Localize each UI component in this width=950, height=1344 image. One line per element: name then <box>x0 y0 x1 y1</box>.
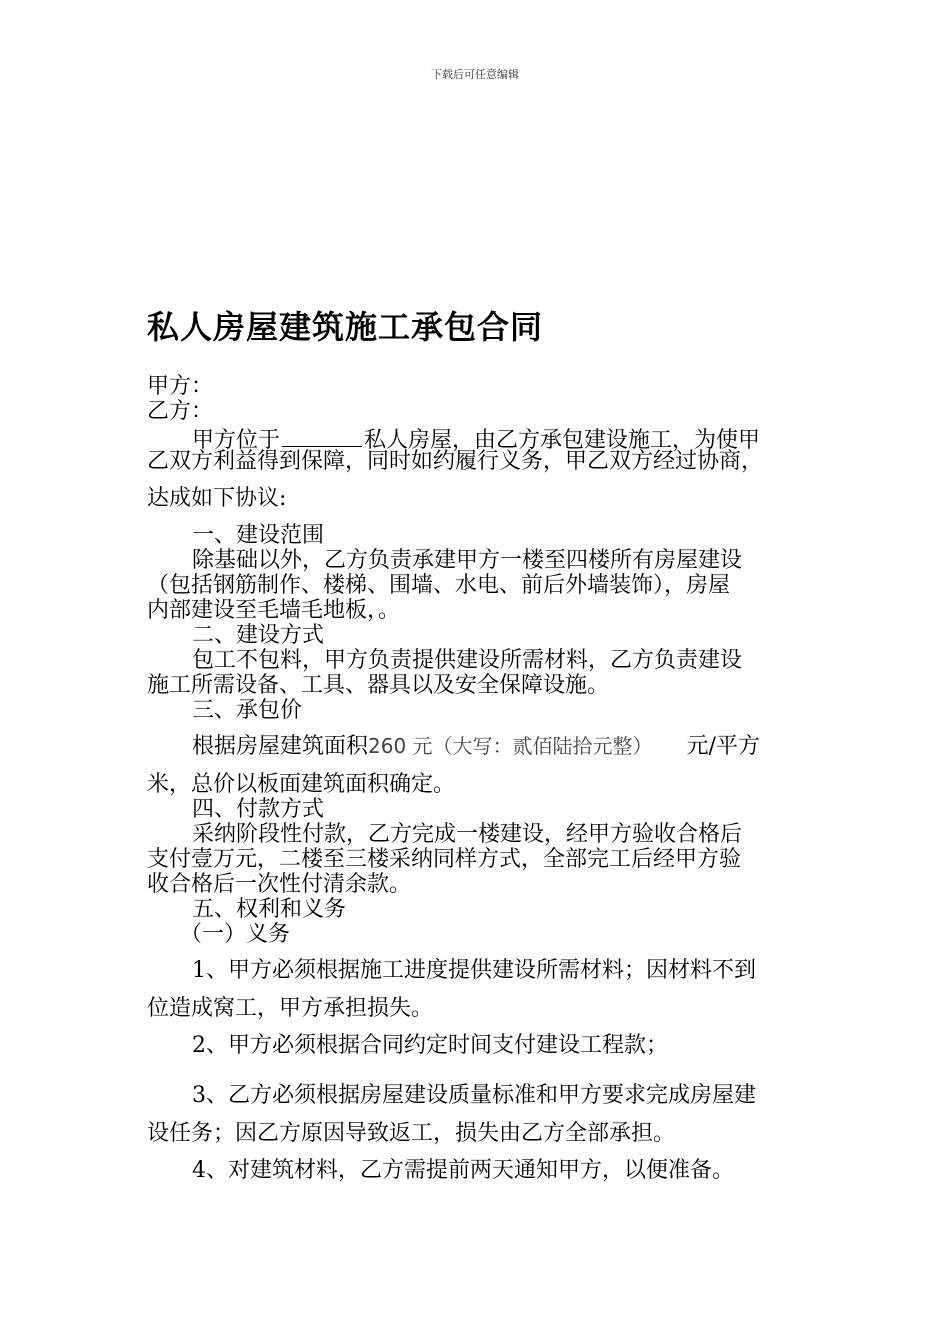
section-1-line-2: （包括钢筋制作、楼梯、围墙、水电、前后外墙装饰），房屋 <box>147 573 731 598</box>
intro-text-after-blank: 私人房屋，由乙方承包建设施工，为使甲 <box>364 428 761 453</box>
page-header: 下载后可任意编辑 <box>431 68 519 81</box>
price-value: 260 元（大写：贰佰陆拾元整） <box>368 734 653 758</box>
party-a-label: 甲方： <box>147 374 214 399</box>
section-5-heading: 五、权利和义务 <box>192 897 347 922</box>
section-2-heading: 二、建设方式 <box>192 623 325 648</box>
intro-text-before-blank: 甲方位于 <box>192 428 281 453</box>
item-3-line-1: 3、乙方必须根据房屋建设质量标准和甲方要求完成房屋建 <box>192 1083 756 1108</box>
location-blank <box>282 424 362 447</box>
section-5-subheading: （一）义务 <box>180 922 291 947</box>
section-1-heading: 一、建设范围 <box>192 523 325 548</box>
section-1-line-1: 除基础以外，乙方负责承建甲方一楼至四楼所有房屋建设 <box>192 548 743 573</box>
price-unit: 元/平方 <box>686 734 760 759</box>
section-3-line-1 <box>192 734 760 759</box>
section-1-line-3: 内部建设至毛墙毛地板，。 <box>147 598 401 623</box>
item-4: 4、对建筑材料，乙方需提前两天通知甲方，以便准备。 <box>192 1158 734 1183</box>
section-4-line-2: 支付壹万元，二楼至三楼采纳同样方式，全部完工后经甲方验 <box>147 847 742 872</box>
intro-line-3: 达成如下协议: <box>147 486 287 511</box>
section-3-heading: 三、承包价 <box>192 698 303 723</box>
party-b-label: 乙方： <box>147 399 214 424</box>
document-title: 私人房屋建筑施工承包合同 <box>147 308 544 346</box>
intro-line-2: 乙双方利益得到保障，同时如约履行义务，甲乙双方经过协商， <box>147 449 764 474</box>
section-4-heading: 四、付款方式 <box>192 797 325 822</box>
item-2: 2、甲方必须根据合同约定时间支付建设工程款； <box>192 1033 668 1058</box>
item-3-line-2: 设任务；因乙方原因导致返工，损失由乙方全部承担。 <box>147 1121 676 1146</box>
item-1-line-1: 1、甲方必须根据施工进度提供建设所需材料；因材料不到 <box>192 958 756 983</box>
section-3-line-2: 米，总价以板面建筑面积确定。 <box>147 772 456 797</box>
item-1-line-2: 位造成窝工，甲方承担损失。 <box>147 996 434 1021</box>
price-text-before: 根据房屋建筑面积 <box>192 734 369 759</box>
section-4-line-1: 采纳阶段性付款，乙方完成一楼建设，经甲方验收合格后 <box>192 822 743 847</box>
section-2-line-1: 包工不包料，甲方负责提供建设所需材料，乙方负责建设 <box>192 648 743 673</box>
section-4-line-3: 收合格后一次性付清余款。 <box>147 872 412 897</box>
section-2-line-2: 施工所需设备、工具、器具以及安全保障设施。 <box>147 673 610 698</box>
